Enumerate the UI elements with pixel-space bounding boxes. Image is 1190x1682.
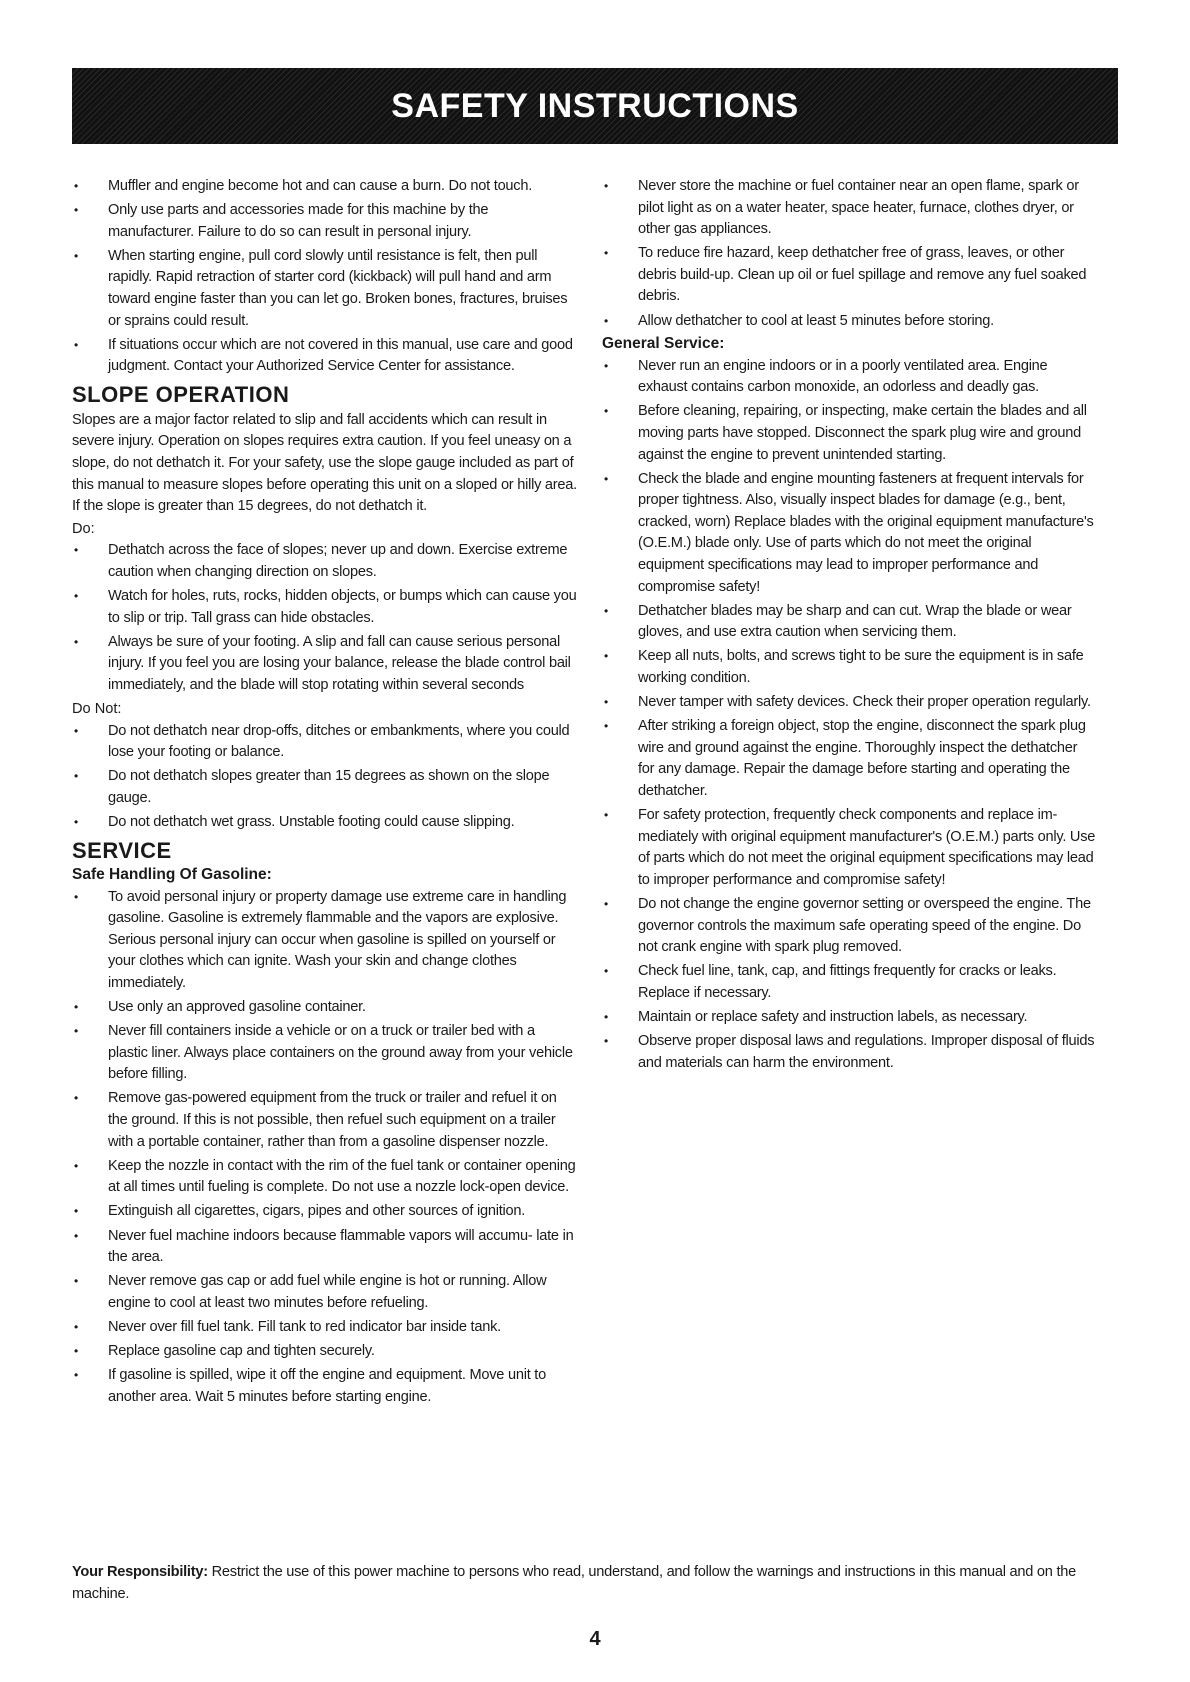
list-item: • If situations occur which are not covered in this manual, use care and good judgment. Contact your Authorized Service Center for assistance. — [72, 335, 578, 378]
do-not-label: Do Not: — [72, 701, 122, 718]
list-item: • Keep all nuts, bolts, and screws tight to be sure the equipment is in safe working condition. — [602, 646, 1096, 689]
list-item: • Check the blade and engine mounting fasteners at frequent intervals for proper tightness. Also, visually inspect blades for damage (e.g., bent, cracked, worn) Replace blades with the original equipment manufacture's (O.E.M.) blade only. Use of parts which do not meet the original equipment specifications may lead to improper performance and compromise safety! — [602, 469, 1096, 599]
service-heading: SERVICE — [72, 837, 172, 863]
list-item: • Never over fill fuel tank. Fill tank to red indicator bar inside tank. — [72, 1317, 578, 1339]
do-not-bullet-list — [72, 721, 578, 834]
general-service-bullet-list — [602, 356, 1096, 1075]
list-item: • Never tamper with safety devices. Check their proper operation regularly. — [602, 692, 1096, 714]
list-item: • Replace gasoline cap and tighten securely. — [72, 1341, 578, 1363]
list-item: • Do not change the engine governor setting or overspeed the engine. The governor controls the maximum safe operating speed of the engine. Do not crank engine with spark plug removed. — [602, 894, 1096, 959]
list-item: • Use only an approved gasoline container. — [72, 997, 578, 1019]
list-item: • Do not dethatch slopes greater than 15 degrees as shown on the slope gauge. — [72, 766, 578, 809]
list-item: • If gasoline is spilled, wipe it off the engine and equipment. Move unit to another area. Wait 5 minutes before starting engine. — [72, 1365, 578, 1408]
left-column — [72, 176, 578, 1411]
list-item: • Never fuel machine indoors because flammable vapors will accumu- late in the area. — [72, 1226, 578, 1269]
list-item: • To reduce fire hazard, keep dethatcher free of grass, leaves, or other debris build-up. Clean up oil or fuel spillage and remove any fuel soaked debris. — [602, 243, 1096, 308]
right-column — [602, 176, 1096, 1077]
responsibility-text: Restrict the use of this power machine to persons who read, understand, and follow the warnings and instructions in this manual and on the machine. — [72, 1564, 1076, 1602]
list-item: • Observe proper disposal laws and regulations. Improper disposal of fluids and materials can harm the environment. — [602, 1031, 1096, 1074]
list-item: • Keep the nozzle in contact with the rim of the fuel tank or container opening at all times until fueling is complete. Do not use a nozzle lock-open device. — [72, 1156, 578, 1199]
responsibility-note — [72, 1562, 1118, 1605]
list-item: • Muffler and engine become hot and can cause a burn. Do not touch. — [72, 176, 578, 198]
list-item: • Always be sure of your footing. A slip and fall can cause serious personal injury. If you feel you are losing your balance, release the blade control bail immediately, and the blade will stop rotating within several seconds — [72, 632, 578, 697]
list-item: • Before cleaning, repairing, or inspecting, make certain the blades and all moving parts have stopped. Disconnect the spark plug wire and ground against the engine to prevent unintended starting. — [602, 401, 1096, 466]
page-title: SAFETY INSTRUCTIONS — [391, 86, 799, 125]
responsibility-label: Your Responsibility: — [72, 1564, 208, 1580]
intro-bullet-list — [72, 176, 578, 378]
list-item: • When starting engine, pull cord slowly until resistance is felt, then pull rapidly. Rapid retraction of starter cord (kickback) will pull hand and arm toward engine faster than you can let go. Broken bones, fractures, bruises or sprains could result. — [72, 246, 578, 332]
list-item: • Check fuel line, tank, cap, and fittings frequently for cracks or leaks. Replace if necessary. — [602, 961, 1096, 1004]
list-item: • Only use parts and accessories made for this machine by the manufacturer. Failure to do so can result in personal injury. — [72, 200, 578, 243]
slope-operation-heading: SLOPE OPERATION — [72, 381, 290, 407]
do-bullet-list — [72, 540, 578, 696]
list-item: • Dethatcher blades may be sharp and can cut. Wrap the blade or wear gloves, and use extra caution when servicing them. — [602, 601, 1096, 644]
list-item: • Never store the machine or fuel container near an open flame, spark or pilot light as on a water heater, space heater, furnace, clothes dryer, or other gas appliances. — [602, 176, 1096, 241]
list-item: • Never fill containers inside a vehicle or on a truck or trailer bed with a plastic liner. Always place containers on the ground away from your vehicle before filling. — [72, 1021, 578, 1086]
list-item: • Allow dethatcher to cool at least 5 minutes before storing. — [602, 311, 1096, 333]
slope-paragraph: Slopes are a major factor related to slip and fall accidents which can result in severe injury. Operation on slopes requires extra caution. If you feel uneasy on a slope, do not dethatch it. For your safety, use the slope gauge included as part of this manual to measure slopes before operating this unit on a sloped or hilly area. If the slope is greater than 15 degrees, do not dethatch it. — [72, 411, 577, 515]
list-item: • Never remove gas cap or add fuel while engine is hot or running. Allow engine to cool at least two minutes before refueling. — [72, 1271, 578, 1314]
list-item: • Do not dethatch wet grass. Unstable footing could cause slipping. — [72, 812, 578, 834]
list-item: • To avoid personal injury or property damage use extreme care in handling gasoline. Gasoline is extremely flammable and the vapors are explosive. Serious personal injury can occur when gasoline is spilled on yourself or your clothes which can ignite. Wash your skin and change clothes immediately. — [72, 887, 578, 995]
list-item: • For safety protection, frequently check components and replace im- mediately with original equipment manufacturer's (O.E.M.) parts only. Use of parts which do not meet the original equipment specifications may lead to improper performance and compromise safety! — [602, 805, 1096, 891]
header-banner — [72, 68, 1118, 144]
page-number: 4 — [589, 1628, 601, 1650]
storage-bullet-list — [602, 176, 1096, 332]
list-item: • Dethatch across the face of slopes; never up and down. Exercise extreme caution when changing direction on slopes. — [72, 540, 578, 583]
list-item: • Watch for holes, ruts, rocks, hidden objects, or bumps which can cause you to slip or trip. Tall grass can hide obstacles. — [72, 586, 578, 629]
list-item: • Extinguish all cigarettes, cigars, pipes and other sources of ignition. — [72, 1201, 578, 1223]
list-item: • Never run an engine indoors or in a poorly ventilated area. Engine exhaust contains carbon monoxide, an odorless and deadly gas. — [602, 356, 1096, 399]
general-service-heading: General Service: — [602, 334, 725, 352]
list-item: • After striking a foreign object, stop the engine, disconnect the spark plug wire and ground against the engine. Thoroughly inspect the dethatcher for any damage. Repair the damage before starting and operating the dethatcher. — [602, 716, 1096, 802]
gasoline-bullet-list — [72, 887, 578, 1409]
safe-handling-gasoline-heading: Safe Handling Of Gasoline: — [72, 865, 272, 883]
list-item: • Maintain or replace safety and instruction labels, as necessary. — [602, 1007, 1096, 1029]
list-item: • Do not dethatch near drop-offs, ditches or embankments, where you could lose your footing or balance. — [72, 721, 578, 764]
do-label: Do: — [72, 520, 95, 537]
list-item: • Remove gas-powered equipment from the truck or trailer and refuel it on the ground. If this is not possible, then refuel such equipment on a trailer with a portable container, rather than from a gasoline dispenser nozzle. — [72, 1088, 578, 1153]
